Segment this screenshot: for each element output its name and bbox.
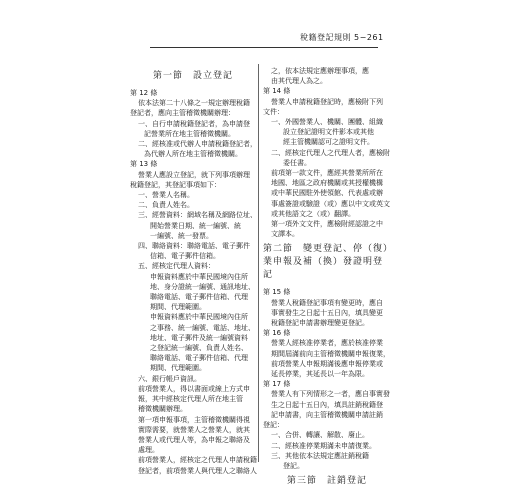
text-line: 信箱、電子郵件信箱。 — [150, 252, 220, 261]
text-line: 前項營業人申報期滿後應申報停業或 — [271, 359, 383, 368]
text-line: 營業人申請稅籍登記時，應檢附下列 — [271, 97, 383, 106]
text-line: 二、經核准停業期滿未申請復業。 — [271, 441, 376, 450]
header-rule — [150, 47, 378, 48]
text-line: 委任書。 — [283, 158, 311, 167]
left-column — [130, 66, 256, 476]
text-line: 登記。 — [283, 461, 304, 470]
text-line: 前項營業人，經核定之代理人申請稅籍 — [138, 456, 257, 465]
text-line: 依本法第二十八條之一規定辦理稅籍 — [138, 99, 250, 108]
text-line: 事實發生之日起十五日內，填具變更 — [271, 308, 383, 317]
text-line: 之事務、統一編號、電話、地址、 — [150, 323, 255, 332]
text-line: 延長停業，其延長以一年為限。 — [271, 370, 369, 379]
text-line: 地址、電子郵件及統一編號資料 — [150, 333, 248, 342]
text-line: 前項營業人，得以書面或線上方式申 — [138, 384, 250, 393]
article-heading: 第 17 條 — [263, 380, 291, 389]
text-line: 營業人經核准停業者，應於核准停業 — [271, 339, 383, 348]
text-line: 實際需要，就營業人之營業人，就其 — [138, 425, 250, 434]
text-line: 一編號、統一發票。 — [150, 231, 213, 240]
text-line: 期間、代理範圍。 — [150, 364, 206, 373]
text-line: 前項第一款文件，應經其營業所所在 — [271, 169, 383, 178]
text-line: 處理。 — [138, 446, 159, 455]
text-line: 登記： — [263, 421, 284, 430]
text-line: 由其代理人為之。 — [271, 77, 327, 86]
text-line: 二、經核准或代辦人申請稅籍登記者， — [138, 140, 257, 149]
text-line: 一、合併、轉讓、解散、廢止。 — [271, 431, 369, 440]
article-heading: 第 15 條 — [263, 288, 291, 297]
running-head: 稅籍登記規則 5−261 — [300, 33, 384, 42]
text-line: 經主管機關認可之證明文件。 — [283, 138, 374, 147]
left-column-body — [130, 88, 256, 476]
text-line: 三、其他依本法規定應註銷稅籍 — [271, 451, 369, 460]
text-line: 期間屆滿前向主管稽徵機關申報復業， — [271, 349, 390, 358]
article-heading: 第 13 條 — [130, 160, 158, 169]
right-column-body-middle — [263, 287, 391, 471]
text-line: 或中華民國駐外使領館、代表處或辦 — [271, 189, 383, 198]
text-line: 二、經核定代理人之代理人者，應檢附 — [271, 148, 390, 157]
section-title-change: 第二節 變更登記、停（復）業申報及補（換）發證明登記 — [263, 244, 389, 281]
text-line: 第一項申報事項，主管稽徵機關得視 — [138, 415, 250, 424]
text-line: 稅籍登記申請書辦理變更登記。 — [271, 319, 369, 328]
text-line: 或其他語文之（或）翻譯。 — [271, 209, 355, 218]
text-line: 為代辦人所在地主管稽徵機關。 — [144, 150, 242, 159]
text-line: 營業人應設立登記，就下列事項辦理 — [138, 170, 250, 179]
text-line: 營業人稅籍登記事項有變更時，應自 — [271, 298, 383, 307]
text-line: 申報資料應於中華民國境內住所 — [150, 313, 248, 322]
text-line: 營業人有下列情形之一者，應自事實發 — [271, 390, 390, 399]
section-title-establishment: 第一節 設立登記 — [152, 71, 233, 81]
text-line: 聯絡電話、電子郵件信箱、代理 — [150, 354, 248, 363]
column-divider — [258, 64, 259, 462]
text-line: 四、聯絡資料：聯絡電話、電子郵件 — [138, 242, 250, 251]
article-heading: 第 16 條 — [263, 329, 291, 338]
right-column-body-top — [263, 66, 391, 239]
section-title-cancellation: 第三節 註銷登記 — [286, 476, 367, 487]
text-line: 報，其中經核定代理人所在地主管 — [138, 395, 243, 404]
text-line: 登記者，前項營業人與代理人之聯絡人 — [138, 466, 257, 475]
text-line: 記申請書，向主管稽徵機關申請註銷 — [271, 410, 383, 419]
text-line: 一、自行申請稅籍登記者，為申請登 — [138, 119, 250, 128]
text-line: 五、經核定代理人資料： — [138, 262, 215, 271]
text-line: 生之日起十五日內，填具註銷稅籍登 — [271, 400, 383, 409]
text-line: 第一項外文文件，應檢附經認證之中 — [271, 220, 383, 229]
text-line: 地、身分證統一編號、通訊地址、 — [150, 282, 255, 291]
text-line: 之登記統一編號、負責人姓名、 — [150, 344, 248, 353]
right-column — [263, 66, 391, 493]
text-line: 三、經營資料：網域名稱及網路位址、 — [138, 211, 257, 220]
text-line: 稽徵機關辦理。 — [138, 405, 187, 414]
text-line: 一、外國營業人、機關、團體、組織 — [271, 118, 383, 127]
text-line: 一、營業人名稱。 — [138, 191, 194, 200]
text-line: 聯絡電話、電子郵件信箱、代理 — [150, 293, 248, 302]
text-line: 二、負責人姓名。 — [138, 201, 194, 210]
text-line: 地國、地區之政府機關或其授權機構 — [271, 179, 383, 188]
text-line: 期間、代理範圍。 — [150, 303, 206, 312]
text-line: 事處簽證或驗證（或）應以中文或英文 — [271, 199, 390, 208]
text-line: 記營業所在地主管稽徵機關。 — [144, 129, 235, 138]
text-line: 開始營業日期、統一編號、統 — [150, 221, 241, 230]
text-line: 設立登記證明文件影本或其他 — [283, 128, 374, 137]
text-line: 登記者，應向主管稽徵機關辦理： — [130, 109, 235, 118]
text-line: 文譯本。 — [271, 230, 299, 239]
text-line: 營業人或代理人等，為申報之聯絡及 — [138, 435, 250, 444]
article-heading: 第 12 條 — [130, 89, 158, 97]
text-line: 稅籍登記，其登記事項如下： — [130, 180, 221, 189]
text-line: 申報資料應於中華民國境內住所 — [150, 272, 248, 281]
text-line: 之，依本法規定應辦理事項，應 — [271, 67, 369, 75]
text-line: 六、銀行帳戶資訊。 — [138, 374, 201, 383]
article-heading: 第 14 條 — [263, 87, 291, 96]
text-line: 文件： — [263, 107, 284, 116]
